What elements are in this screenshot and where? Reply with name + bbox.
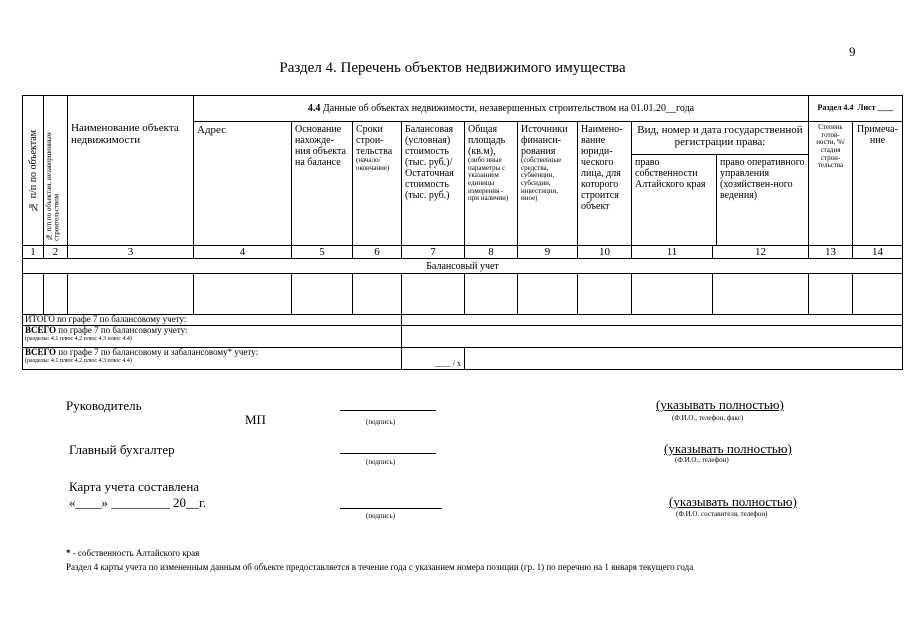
- table-cell[interactable]: [292, 274, 353, 315]
- empty-data-row: [23, 274, 903, 315]
- group-header: 4.4 Данные об объектах недвижимости, незавершенных строительством на 01.01.20__года: [194, 96, 809, 122]
- table-cell[interactable]: [44, 274, 68, 315]
- col8-header: Общая площадь (кв.м), (либо иные параметры с указанием единицы измерения - при наличии): [465, 122, 518, 246]
- col1-header: № п/п по объектам: [23, 96, 44, 246]
- column-number: 6: [353, 246, 402, 259]
- stamp-label: МП: [245, 412, 266, 427]
- head-name-caption: (Ф.И.О., телефон, факс): [672, 414, 744, 422]
- col4-header: Адрес: [194, 122, 292, 246]
- table-cell[interactable]: [578, 274, 632, 315]
- col5-header: Основание нахожде-ния объекта на балансе: [292, 122, 353, 246]
- column-number: 4: [194, 246, 292, 259]
- signature-caption: (подпись): [366, 512, 396, 520]
- total-balance-value[interactable]: [402, 315, 903, 326]
- col6-header: Сроки строи-тельства (начало/ окончание): [353, 122, 402, 246]
- head-signature-line[interactable]: [340, 410, 436, 411]
- grand-total-balance-value[interactable]: [402, 326, 903, 348]
- table-cell[interactable]: [194, 274, 292, 315]
- table-cell[interactable]: [809, 274, 853, 315]
- table-cell[interactable]: [465, 274, 518, 315]
- compiler-name-caption: (Ф.И.О. составителя, телефон): [676, 510, 768, 518]
- column-number: 10: [578, 246, 632, 259]
- col3-header: Наименование объекта недвижимости: [68, 96, 194, 246]
- column-number: 7: [402, 246, 465, 259]
- balance-row-label: Балансовый учет: [23, 259, 903, 274]
- accountant-name-caption: (Ф.И.О., телефон): [675, 456, 729, 464]
- accountant-signature-line[interactable]: [340, 453, 436, 454]
- section-sheet-label: Раздел 4.4 Лист ____: [809, 96, 903, 122]
- head-label: Руководитель: [66, 398, 142, 413]
- column-number: 12: [713, 246, 809, 259]
- table-cell[interactable]: [68, 274, 194, 315]
- table-cell[interactable]: [632, 274, 713, 315]
- compiler-name: (указывать полностью): [669, 494, 797, 509]
- col2-header: № п/п по объектам, незавершенным строительством: [44, 96, 68, 246]
- col14-header: Примеча-ние: [853, 122, 903, 246]
- column-number: 14: [853, 246, 903, 259]
- page-title: Раздел 4. Перечень объектов недвижимого имущества: [279, 60, 626, 76]
- accountant-name: (указывать полностью): [664, 441, 792, 456]
- col9-header: Источники финанси-рования (собственные средства, субвенции, субсидии, инвестиции, иное): [518, 122, 578, 246]
- table-cell[interactable]: [713, 274, 809, 315]
- compiler-signature-line[interactable]: [340, 508, 442, 509]
- property-table: [22, 95, 903, 370]
- table-cell[interactable]: [518, 274, 578, 315]
- col10-header: Наимено-вание юриди-ческого лица, для которого строится объект: [578, 122, 632, 246]
- col7-header: Балансовая (условная) стоимость (тыс. руб.)/ Остаточная стоимость (тыс. руб.): [402, 122, 465, 246]
- column-numbers-row: [23, 246, 903, 259]
- total-balance-label: ИТОГО по графе 7 по балансовому учету:: [23, 315, 402, 326]
- head-name: (указывать полностью): [656, 397, 784, 412]
- rights-header-cell: [632, 122, 809, 246]
- col12-header: право оперативного управления (хозяйствен-ного ведения): [720, 157, 805, 201]
- table-cell[interactable]: [402, 274, 465, 315]
- grand-total-all-value[interactable]: ____ / х: [402, 348, 465, 370]
- card-label: Карта учета составлена: [69, 479, 200, 494]
- col11-header: право собственности Алтайского края: [632, 155, 717, 245]
- column-number: 8: [465, 246, 518, 259]
- column-number: 5: [292, 246, 353, 259]
- column-number: 3: [68, 246, 194, 259]
- table-cell[interactable]: [23, 274, 44, 315]
- submission-note: Раздел 4 карты учета по измененным данным об объекте предоставляется в течение года с указанием номера позиции (гр. 1) по перечню на 1 января текущего года: [66, 562, 694, 572]
- table-cell[interactable]: [853, 274, 903, 315]
- grand-total-balance-label: ВСЕГО по графе 7 по балансовому учету: (разделы: 4.1 плюс 4.2 плюс 4.3 плюс 4.4): [23, 326, 402, 348]
- empty-cell: [465, 348, 903, 370]
- column-number: 13: [809, 246, 853, 259]
- signature-caption: (подпись): [366, 458, 396, 466]
- grand-total-all-label: ВСЕГО по графе 7 по балансовому и забалансовому* учету: (разделы: 4.1 плюс 4.2 плюс 4.3 плюс 4.4): [23, 348, 402, 370]
- page-number: 9: [849, 44, 856, 59]
- col13-header: Степень готов-ности, %/ стадия строи-тельства: [809, 122, 853, 246]
- column-number: 1: [23, 246, 44, 259]
- column-number: 2: [44, 246, 68, 259]
- table-cell[interactable]: [353, 274, 402, 315]
- column-number: 11: [632, 246, 713, 259]
- rights-header: Вид, номер и дата государственной регистрации права:: [632, 122, 808, 155]
- signature-caption: (подпись): [366, 418, 396, 426]
- column-number: 9: [518, 246, 578, 259]
- card-date: «____» _________ 20__г.: [69, 495, 207, 510]
- accountant-label: Главный бухгалтер: [69, 442, 175, 457]
- footnote: * - собственность Алтайского края: [66, 548, 200, 558]
